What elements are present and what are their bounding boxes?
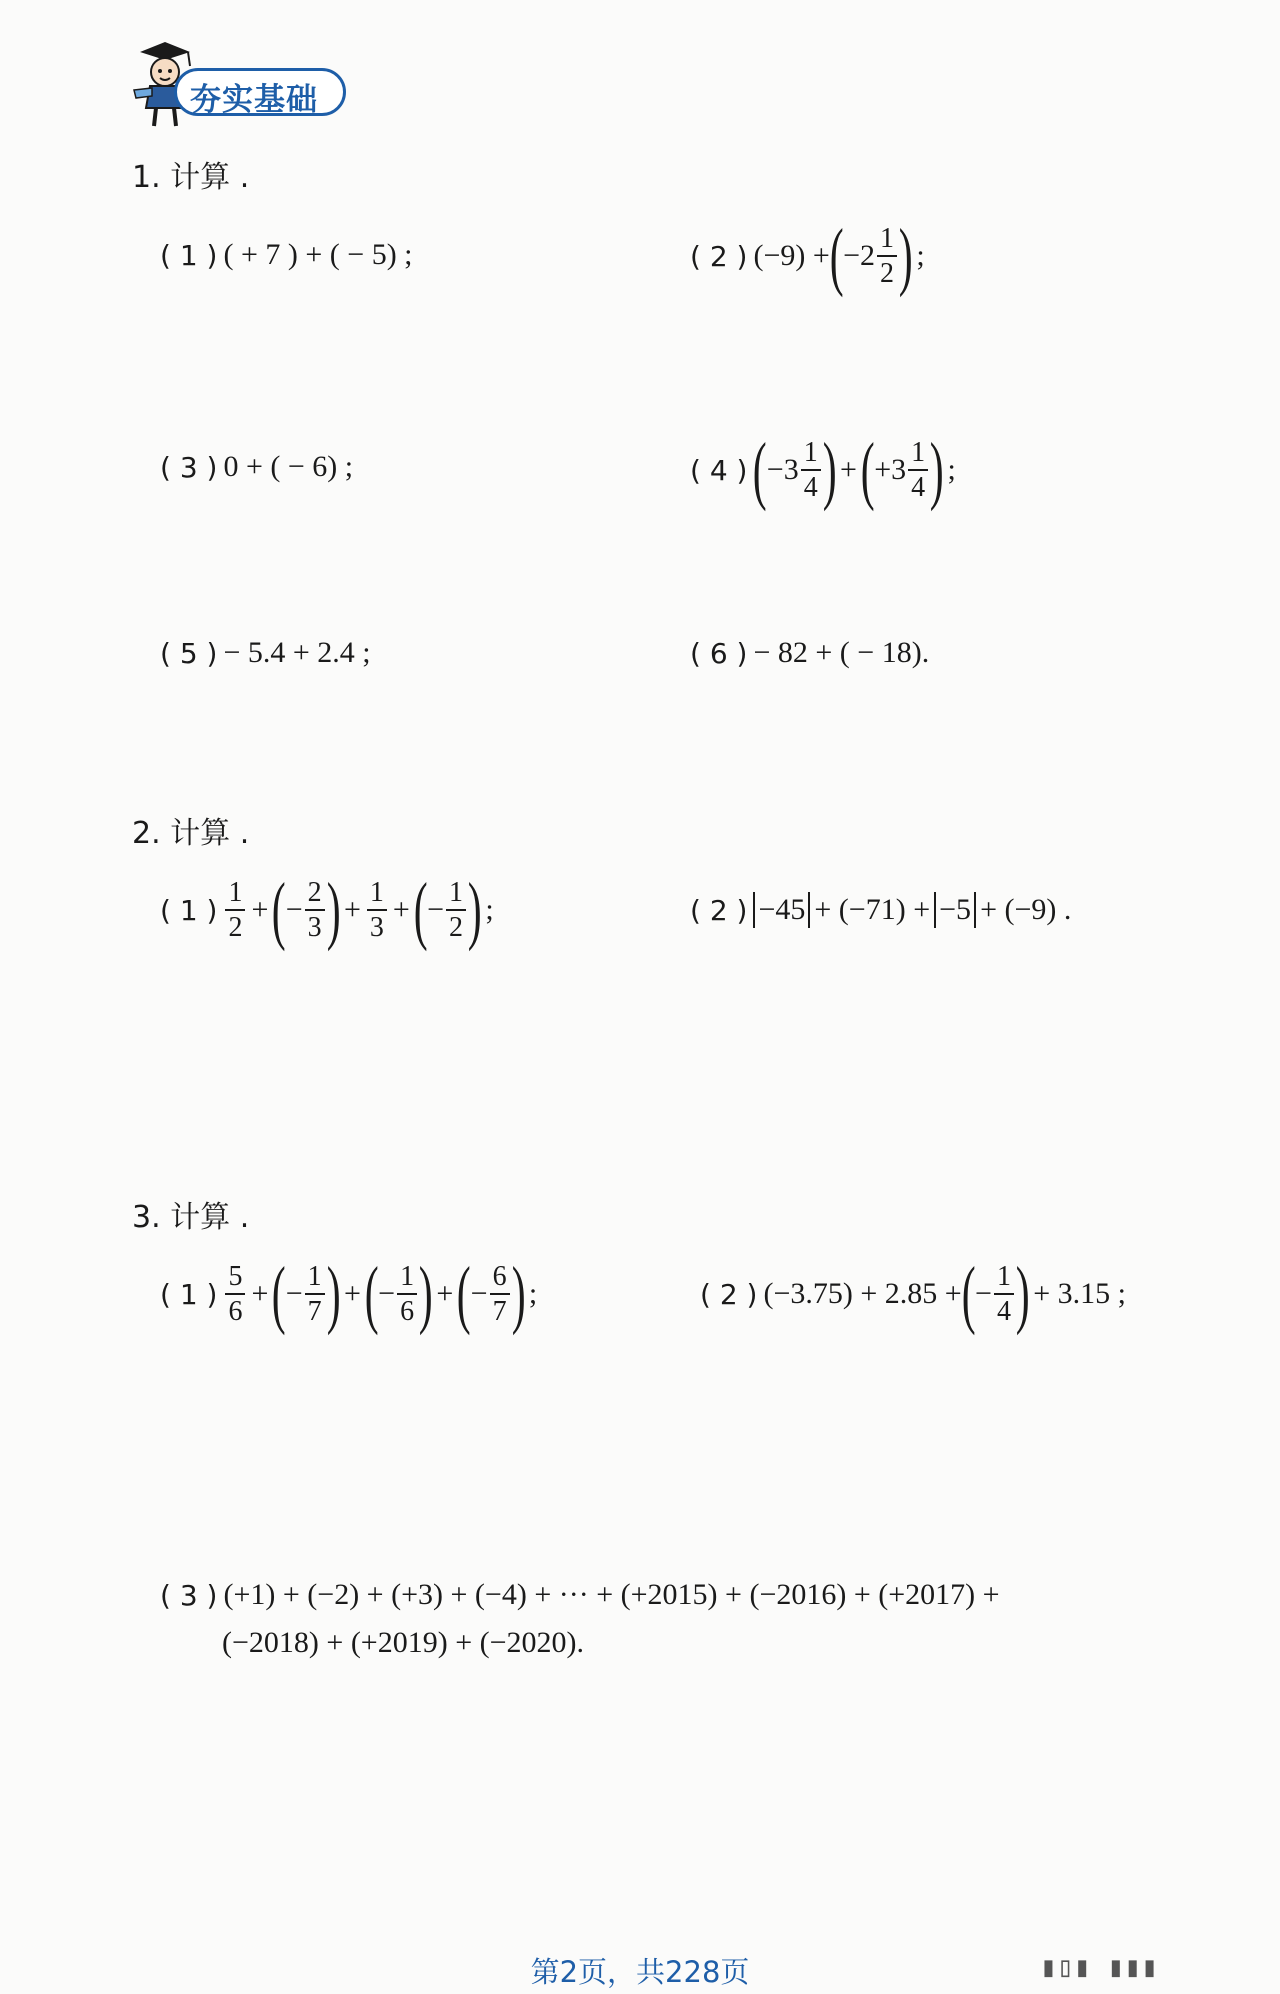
fraction: $\frac{1}{4}$: [801, 438, 821, 503]
fraction: $\frac{5}{6}$: [225, 1262, 245, 1327]
expression: (+1) + (−2) + (+3) + (−4) + ··· + (+2015) + (−2016) + (+2017) +: [223, 1578, 1000, 1611]
item-label: ( 1 ): [160, 1277, 218, 1311]
page-number: 第2页，共228页: [530, 1955, 750, 1989]
expression: − 5.4 + 2.4 ;: [223, 636, 371, 669]
q1-item-3: [160, 450, 353, 484]
left-paren: (: [829, 214, 844, 298]
q2-item-2: ( 2 ) −45 + (−71) + −5 + (−9) .: [690, 893, 1072, 927]
item-label: ( 3 ): [160, 450, 218, 484]
section-badge: [130, 38, 352, 130]
terminator: ;: [916, 239, 925, 272]
expression: − 82 + ( − 18).: [753, 636, 930, 669]
item-label: ( 5 ): [160, 636, 218, 670]
terminator: ;: [528, 1277, 538, 1310]
fraction: $\frac{6}{7}$: [490, 1262, 510, 1327]
item-label: ( 4 ): [690, 453, 748, 487]
item-label: ( 2 ): [690, 893, 748, 927]
scan-artifact-icon: ▮▯▮ ▮▮▮: [1040, 1950, 1159, 1983]
q3-title: 3. 计算 .: [132, 1200, 250, 1235]
badge-text: 夯实基础: [190, 82, 318, 118]
item-label: ( 6 ): [690, 636, 748, 670]
mixed-whole: −3: [766, 453, 799, 486]
q3-item-3-line2: [222, 1626, 584, 1660]
q3-item-2: ( 2 ) (−3.75) + 2.85 + ( − $\frac{1}{4}$ ) + 3.15 ;: [700, 1252, 1127, 1336]
fraction: $\frac{1}{3}$: [367, 878, 387, 943]
q1-item-4: ( 4 ) ( −3 $\frac{1}{4}$ ) + ( +3 $\frac{1}{4}$ ) ;: [690, 428, 956, 512]
terminator: ;: [485, 893, 494, 926]
fraction: $\frac{2}{3}$: [305, 878, 325, 943]
item-label: ( 2 ): [700, 1277, 758, 1311]
item-label: ( 1 ): [160, 238, 218, 272]
fraction: $\frac{1}{4}$: [994, 1262, 1014, 1327]
right-paren: ): [898, 214, 913, 298]
expression: (−2018) + (+2019) + (−2020).: [222, 1626, 585, 1659]
item-label: ( 3 ): [160, 1578, 218, 1612]
fraction: $\frac{1}{2}$: [446, 878, 466, 943]
q3-item-1: ( 1 ) $\frac{5}{6}$ + ( − $\frac{1}{7}$ ) + ( − $\frac{1}{6}$ ) + ( − $\frac{6}{7}$ ) ;: [160, 1252, 538, 1336]
item-label: ( 1 ): [160, 893, 218, 927]
q1-item-2: [690, 214, 929, 298]
expression: 0 + ( − 6) ;: [223, 450, 354, 483]
fraction: $\frac{1}{7}$: [305, 1262, 325, 1327]
terminator: ;: [947, 453, 956, 486]
absolute-value: −45: [753, 892, 810, 928]
mixed-whole: +3: [874, 453, 907, 486]
fraction: $\frac{1}{4}$: [908, 438, 928, 503]
item-label: ( 2 ): [690, 239, 748, 273]
fraction: $\frac{1}{2}$: [225, 878, 245, 943]
q1-item-5: [160, 636, 371, 670]
fraction: $\frac{1}{2}$: [877, 224, 897, 289]
q1-item-1: [160, 238, 413, 272]
q3-item-3-line1: [160, 1578, 1000, 1612]
fraction: $\frac{1}{6}$: [397, 1262, 417, 1327]
expression: ( + 7 ) + ( − 5) ;: [223, 238, 413, 271]
q2-title: 2. 计算 .: [132, 816, 250, 851]
mixed-whole: −2: [843, 239, 876, 272]
plus-operator: +: [840, 453, 857, 486]
expression-part: (−9) +: [753, 239, 830, 272]
absolute-value: −5: [934, 892, 976, 928]
q2-item-1: ( 1 ) $\frac{1}{2}$ + ( − $\frac{2}{3}$ ) + $\frac{1}{3}$ + ( − $\frac{1}{2}$ ) ;: [160, 868, 494, 952]
q1-item-6: [690, 636, 929, 670]
q1-title: 1. 计算 .: [132, 160, 250, 195]
